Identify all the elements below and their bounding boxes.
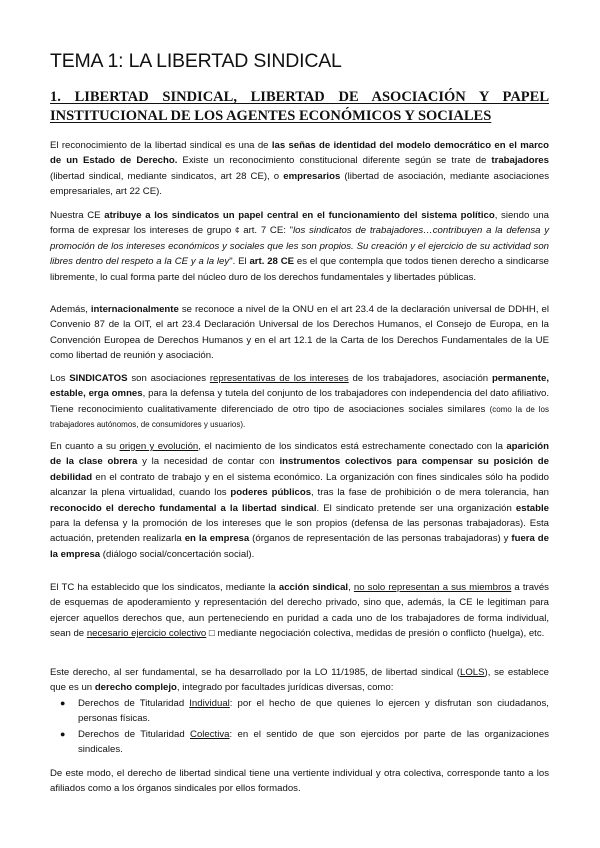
- list-item: [50, 696, 549, 727]
- bold-text: trabajadores: [491, 155, 549, 167]
- small-text: (como la de los trabajadores autónomos, de consumidores y usuarios).: [50, 404, 549, 430]
- text: son asociaciones: [127, 373, 210, 384]
- text: , el nacimiento de los sindicatos está estrechamente conectado con la: [198, 441, 507, 452]
- symbol-glyph: ¢: [235, 226, 240, 236]
- text: Los: [50, 373, 70, 384]
- bullet-list: [50, 696, 549, 758]
- bold-text: fuera de la empresa: [50, 533, 549, 560]
- text: y la necesidad de contar con: [137, 456, 280, 468]
- text: Nuestra CE: [50, 210, 105, 221]
- page-title: TEMA 1: LA LIBERTAD SINDICAL: [50, 50, 342, 72]
- bullet-icon: ●: [60, 728, 66, 739]
- text: : en el sentido de que son ejercidos por parte de las organizaciones sindicales.: [78, 728, 550, 756]
- bold-text: SINDICATOS: [69, 373, 128, 384]
- text: , integrado por facultades jurídicas diversas, como:: [176, 682, 394, 694]
- underlined-text: origen y evolución: [119, 441, 199, 452]
- underlined-text: representativas de los intereses: [209, 373, 349, 384]
- text: art. 7 CE: ": [239, 225, 294, 237]
- paragraph-7: [50, 665, 549, 696]
- text: El reconocimiento de la libertad sindical es una de: [50, 140, 272, 151]
- bold-text: en la empresa: [184, 533, 250, 545]
- paragraph-2: [50, 208, 549, 285]
- text: para la defensa y la promoción de los intereses que le son propios (defensa de las personas trabajadoras). Esta actuación, pretenden realizarla: [50, 518, 549, 545]
- text: (órganos de representación de las personas trabajadoras) y: [249, 533, 512, 545]
- text: □ mediante negociación colectiva, medidas de presión o conflicto (huelga), etc.: [206, 628, 545, 640]
- italic-quote: los sindicatos de trabajadores…contribuyen a la defensa y promoción de los intereses económicos y sociales que les son propios. Su creación y el ejercicio de su actividad son libres dentro del respeto a la CE y a la ley: [50, 225, 550, 268]
- bold-text: aparición de la clase obrera: [50, 441, 549, 468]
- text: : por el hecho de que quienes lo ejercen y disfrutan son ciudadanos, personas físicas.: [78, 698, 549, 725]
- list-item: [50, 727, 549, 758]
- paragraph-5: [50, 439, 549, 562]
- text: en el contrato de trabajo y en el sistema económico. La organización con fines sindicales sólo ha podido alcanzar la plena virtualidad, cuando los: [50, 471, 549, 499]
- bold-text: empresarios: [283, 170, 341, 182]
- bold-text: derecho complejo: [94, 682, 177, 694]
- text: , para la defensa y tutela del conjunto de los trabajadores con independencia del dato afiliativo. Tiene reconocimiento cualitativamente diferenciado de otro tipo de asociaciones sociales similares: [50, 388, 550, 415]
- text: (diálogo social/concertación social).: [100, 548, 255, 560]
- bold-text: permanente, estable, erga omnes: [50, 373, 549, 400]
- text: En cuanto a su: [50, 441, 120, 452]
- paragraph-8: De este modo, el derecho de libertad sindical tiene una vertiente individual y otra colectiva, corresponde tanto a los afiliados como a los órganos sindicales por ellos formados.: [50, 768, 549, 795]
- paragraph-3: [50, 302, 549, 364]
- text: a través de esquemas de apoderamiento y representación del derecho privado, sino que, además, la CE le legitiman para ejercer aquellos derechos que, aun perteneciendo en puridad a cada uno de los trabajadores de forma individual, sean de: [50, 582, 549, 640]
- text: Derechos de Titularidad: [78, 698, 190, 709]
- text: ,: [348, 582, 354, 593]
- bold-text: art. 28 CE: [249, 256, 295, 268]
- text: . El sindicato pretende ser una organización: [316, 502, 516, 514]
- bold-text: atribuye a los sindicatos un papel central en el funcionamiento del sistema político: [104, 210, 495, 221]
- text: Además,: [50, 304, 91, 315]
- text: se reconoce a nivel de la ONU en el art 23.4 de la declaración universal de DDHH, el Convenio 87 de la OIT, el art 23.4 Declaración Universal de los Derechos Humanos, el Consejo de Europa, en la Convención Europea de Derechos Humanos y en el art 12.1 de la Carta de los Derechos Fundamentales de la UE como libertad de reunión y asociación.: [50, 304, 549, 362]
- text: de los trabajadores, asociación: [348, 373, 492, 384]
- section-heading: [50, 88, 549, 126]
- text: El TC ha establecido que los sindicatos, mediante la: [50, 582, 279, 593]
- text: ". El: [229, 256, 250, 268]
- bold-text: internacionalmente: [90, 304, 179, 315]
- bold-text: estable: [515, 502, 549, 514]
- bullet-icon: ●: [60, 698, 66, 708]
- text: (libertad de asociación, mediante asociaciones empresariales, art 22 CE).: [50, 170, 550, 198]
- underlined-text: LOLS: [459, 667, 485, 678]
- text: , tras la fase de prohibición o de mera tolerancia, han: [311, 487, 549, 499]
- paragraph-4: [50, 371, 549, 433]
- section-heading-text: 1. LIBERTAD SINDICAL, LIBERTAD DE ASOCIACIÓN Y PAPEL INSTITUCIONAL DE LOS AGENTES ECONÓMICOS Y SOCIALES: [50, 89, 549, 124]
- paragraph-1: [50, 138, 549, 200]
- underlined-text: Individual: [189, 698, 230, 709]
- paragraph-6: [50, 580, 549, 642]
- text: ), se establece que es un: [50, 667, 549, 694]
- bold-text: acción sindical: [278, 582, 349, 593]
- text: Existe un reconocimiento constitucional diferente según se trate de: [177, 155, 492, 167]
- text: es el que contempla que todos tienen derecho a sindicarse libremente, lo cual forma parte del núcleo duro de los derechos fundamentales y libertades públicas.: [50, 256, 550, 283]
- underlined-text: necesario ejercicio colectivo: [86, 628, 207, 640]
- text: (libertad sindical, mediante sindicatos, art 28 CE), o: [50, 170, 284, 182]
- text: , siendo una forma de expresar los intereses de grupo: [50, 210, 549, 237]
- bold-text: las señas de identidad del modelo democrático en el marco de un Estado de Derecho.: [50, 140, 549, 167]
- underlined-text: Colectiva: [190, 728, 230, 740]
- bold-text: reconocido el derecho fundamental a la libertad sindical: [50, 502, 317, 514]
- text: Este derecho, al ser fundamental, se ha desarrollado por la LO 11/1985, de libertad sindical (: [50, 667, 460, 678]
- bold-text: poderes públicos: [230, 487, 312, 499]
- underlined-text: no solo representan a sus miembros: [353, 582, 512, 593]
- bold-text: instrumentos colectivos para compensar su posición de debilidad: [50, 456, 549, 483]
- text: Derechos de Titularidad: [78, 728, 191, 740]
